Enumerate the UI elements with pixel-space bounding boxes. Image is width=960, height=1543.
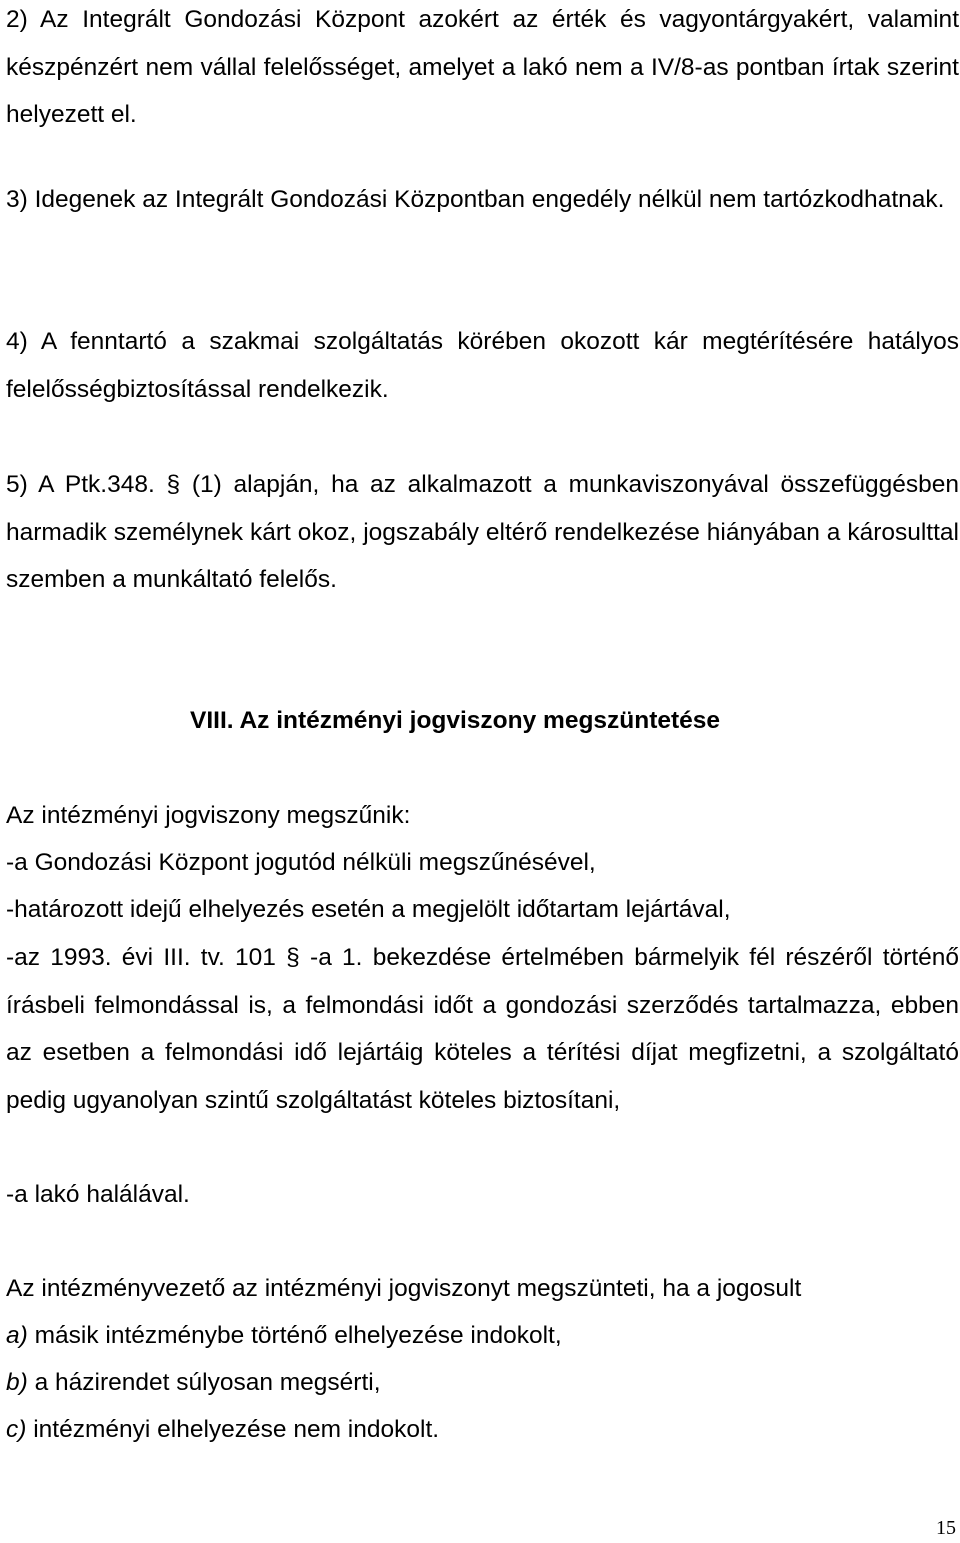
termination-item-1: -a Gondozási Központ jogutód nélküli megszűnésével,: [6, 849, 596, 876]
page-number: 15: [936, 1517, 956, 1539]
section-heading: VIII. Az intézményi jogviszony megszüntetése: [190, 707, 721, 734]
termination-item-3: [6, 934, 959, 1124]
item-text-c: intézményi elhelyezése nem indokolt.: [26, 1416, 440, 1443]
termination-intro: Az intézményi jogviszony megszűnik:: [6, 802, 411, 829]
item-label-c: c): [6, 1416, 27, 1443]
item-label-a: a): [6, 1322, 28, 1349]
termination-item-3-text: -a 1. bekezdése értelmében bármelyik fél részéről történő írásbeli felmondással is, a felmondási időt a gondozási szerződés tartalmazza, ebben az esetben a felmondási idő lejártáig köteles a térítési díjat megfizetni, a szolgáltató pedig ugyanolyan szintű szolgáltatást köteles biztosítani,: [6, 944, 960, 1114]
director-item-c: [6, 1406, 959, 1454]
paragraph-5-prefix: 5) A Ptk.348.: [6, 471, 155, 498]
paragraph-3: 3) Idegenek az Integrált Gondozási Központban engedély nélkül nem tartózkodhatnak.: [6, 186, 945, 213]
paragraph-5: [6, 461, 959, 604]
item-label-b: b): [6, 1369, 28, 1396]
paragraph-5-text: (1) alapján, ha az alkalmazott a munkaviszonyával összefüggésben harmadik személynek kárt okoz, jogszabály eltérő rendelkezése hiányában a károsulttal szemben a munkáltató felelős.: [6, 471, 959, 593]
director-item-a: [6, 1312, 959, 1360]
item-text-a: másik intézménybe történő elhelyezése indokolt,: [27, 1322, 562, 1349]
item-text-b: a házirendet súlyosan megsérti,: [27, 1369, 381, 1396]
termination-item-4: -a lakó halálával.: [6, 1181, 190, 1208]
section-sign: §: [286, 944, 300, 971]
section-sign: §: [166, 471, 181, 498]
paragraph-2: 2) Az Integrált Gondozási Központ azokért az érték és vagyontárgyakért, valamint készpénzért nem vállal felelősséget, amelyet a lakó nem a IV/8-as pontban írtak szerint helyezett el.: [6, 6, 959, 128]
termination-item-3-prefix: -az 1993. évi III. tv. 101: [6, 944, 276, 971]
paragraph-4: 4) A fenntartó a szakmai szolgáltatás körében okozott kár megtérítésére hatályos felelősségbiztosítással rendelkezik.: [6, 328, 959, 403]
director-intro: Az intézményvezető az intézményi jogviszonyt megszünteti, ha a jogosult: [6, 1275, 802, 1302]
director-item-b: [6, 1359, 959, 1407]
termination-item-2: -határozott idejű elhelyezés esetén a megjelölt időtartam lejártával,: [6, 896, 731, 923]
